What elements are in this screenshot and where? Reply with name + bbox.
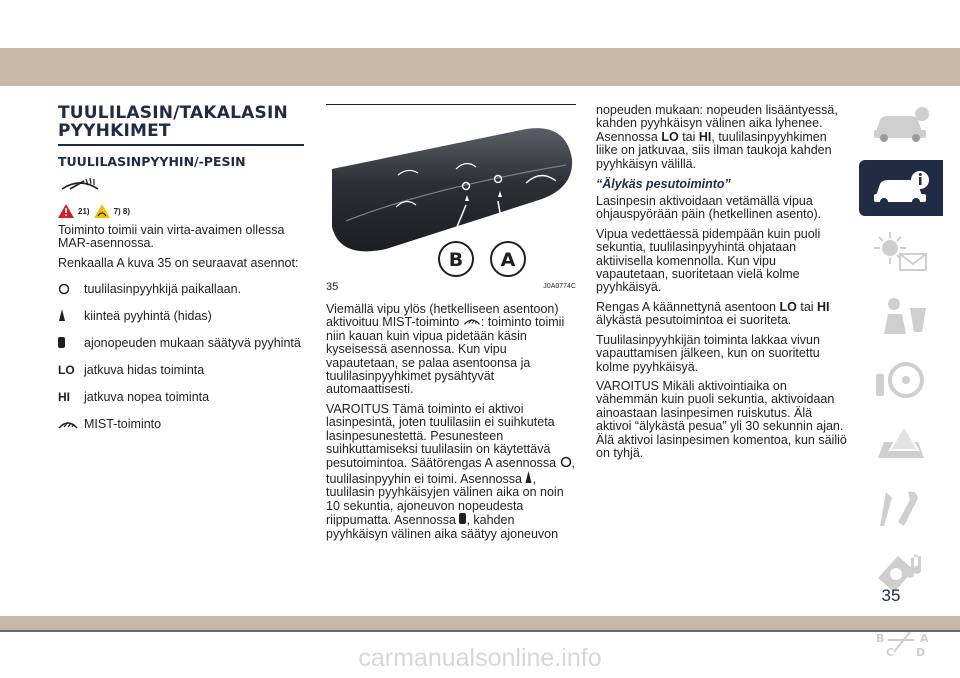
- chapter-car-info[interactable]: [859, 96, 943, 152]
- paragraph-ring: Rengas A käännettynä asentoon LO tai HI älykästä pesutoimintoa ei suoriteta.: [596, 299, 830, 328]
- watermark: carmanualsonline.info: [358, 644, 602, 672]
- chapter-car-info-active[interactable]: [859, 160, 943, 216]
- subsection-title: TUULILASINPYYHIN/-PESIN: [58, 154, 246, 169]
- lo-code: LO: [58, 363, 75, 378]
- warning-references: [58, 204, 308, 218]
- paragraph-stop: Tuulilasinpyyhkijän toiminta lakkaa vivun vapauttamisen jälkeen, kun on suoritettu kolme pyyhkäisyä.: [596, 332, 820, 374]
- hi-code: HI: [698, 129, 712, 144]
- paragraph-mist: Viemällä vipu ylös (hetkelliseen asentoon) aktivoituu MIST-toiminto : toiminto toimii niin kauan kuin vipua pidetään käsin kyseisessä asennossa. Kun vipu vapautetaan, se palaa asentoonsa ja tuulilasinpyyhkimet pysähtyvät automaattisesti.: [326, 302, 565, 397]
- callout-a: A: [500, 249, 516, 271]
- driving-icon: [870, 358, 932, 402]
- mist-icon: [463, 316, 481, 326]
- callout-b: B: [448, 249, 464, 271]
- bottom-color-band: [0, 616, 960, 630]
- intermittent-drop-icon: [58, 309, 84, 323]
- wiper-stalk-illustration: [326, 109, 576, 281]
- paragraph-long-pull: Vipua vedettäessä pidempään kuin puoli sekuntia, tuulilasinpyyhintä ohjataan aktiivisella komennolla. Kun vipu vapautetaan, suoritetaan vielä kolme pyyhkäisyä.: [596, 226, 821, 295]
- warning-ref-second: 7) 8): [113, 206, 131, 216]
- hi-code: HI: [58, 390, 70, 405]
- list-item: ajonopeuden mukaan säätyvä pyyhintä: [58, 336, 308, 350]
- figure-top-rule: [326, 104, 576, 105]
- smart-wash-heading: “Älykäs pesutoiminto”: [596, 177, 731, 192]
- windscreen-wiper-symbol-icon: [60, 175, 308, 198]
- svg-text:C: C: [886, 646, 895, 659]
- paragraph-washer: Lasinpesin aktivoidaan vetämällä vipua ohjauspyörään päin (hetkellinen asento).: [596, 194, 822, 222]
- safety-icon: [870, 294, 932, 338]
- maintenance-icon: [870, 486, 932, 530]
- lo-code: LO: [661, 129, 679, 144]
- speed-dependent-block-icon: [58, 337, 84, 349]
- section-title: TUULILASIN/TAKALASIN PYYHKIMET: [58, 103, 288, 141]
- position-off-circle-icon: [58, 283, 84, 295]
- figure-code: J0A0774C: [543, 283, 576, 290]
- figure-35: [326, 109, 576, 281]
- paragraph-warning-mist: VAROITUS Tämä toiminto ei aktivoi lasinpesintä, joten tuulilasiin ei suihkuteta lasinpesunestettä. Pesunesteen suihkuttamiseksi tuulilasiin on käytettävä pesutoimintoa. Säätörengas A asennossa , tuulilasinpyyhin ei toimi. Asennossa , tuulilasin pyyhkäisyjen välinen aika on noin 10 sekuntia, ajoneuvon nopeudesta riippumatta. Asennossa , kahden pyyhkäisyn välinen aika säätyy ajoneuvon: [326, 401, 575, 541]
- column-1: [58, 104, 308, 444]
- mist-icon: [58, 418, 84, 430]
- chapter-warning-lights[interactable]: [859, 224, 943, 280]
- title-rule: [58, 144, 304, 146]
- paragraph-positions-intro: Renkaalla A kuva 35 on seuraavat asennot:: [58, 255, 299, 270]
- danger-triangle-icon: [58, 204, 74, 218]
- bottom-rule: [0, 630, 960, 632]
- warning-ref-first: 21): [78, 206, 90, 216]
- chapter-emergency[interactable]: [859, 416, 943, 472]
- caution-triangle-icon: [94, 204, 110, 218]
- list-item: LO jatkuva hidas toiminta: [58, 363, 205, 378]
- lo-code: LO: [779, 299, 797, 314]
- top-color-band: [0, 48, 960, 86]
- chapter-maintenance[interactable]: [859, 480, 943, 536]
- figure-number: 35: [326, 281, 339, 293]
- list-item: tuulilasinpyyhkijä paikallaan.: [58, 282, 308, 296]
- list-item: MIST-toiminto: [58, 417, 308, 431]
- position-off-circle-icon: [560, 456, 572, 467]
- hi-code: HI: [817, 299, 830, 314]
- emergency-icon: [870, 422, 932, 466]
- svg-text:D: D: [916, 646, 926, 659]
- svg-text:B: B: [876, 632, 885, 645]
- page-number: 35: [881, 586, 901, 605]
- column-2: [326, 104, 576, 547]
- chapter-safety[interactable]: [859, 288, 943, 344]
- paragraph-speed: nopeuden mukaan: nopeuden lisääntyessä, kahden pyyhkäisyn välinen aika lyhenee. Asennossa LO tai HI, tuulilasinpyyhkimen liike on jatkuvaa, siis ilman taukoja kahden pyyhkäisyn välillä.: [596, 103, 838, 171]
- car-info-active-icon: [870, 168, 932, 208]
- car-info-icon: [870, 104, 932, 144]
- column-3: [596, 104, 848, 466]
- chapter-driving[interactable]: [859, 352, 943, 408]
- list-item: kiinteä pyyhintä (hidas): [58, 309, 308, 323]
- warning-lights-icon: [870, 230, 932, 274]
- paragraph-warning-washer: VAROITUS Mikäli aktivointiaika on vähemmän kuin puoli sekuntia, aktivoidaan ainoastaan lasinpesimen ruiskutus. Älä aktivoi “älykästä pesua” yli 30 sekunnin ajan. Älä aktivoi lasinpesimen komentoa, kun säiliö on tyhjä.: [596, 378, 847, 460]
- svg-text:A: A: [920, 632, 929, 645]
- paragraph-mar: Toiminto toimii vain virta-avaimen ollessa MAR-asennossa.: [58, 223, 285, 251]
- list-item: HI jatkuva nopea toiminta: [58, 390, 210, 405]
- figure-caption: [326, 281, 576, 293]
